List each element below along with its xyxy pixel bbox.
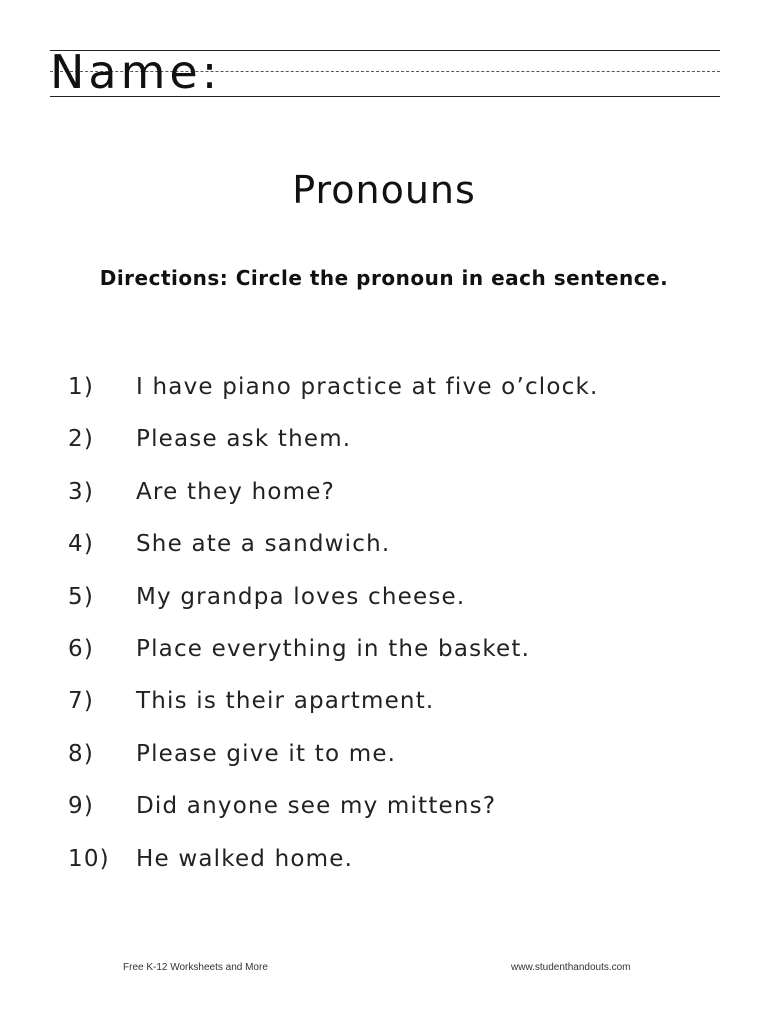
sentence-item (0, 688, 768, 740)
footer-website: www.studenthandouts.com (511, 962, 631, 973)
sentence-text: This is their apartment. (136, 688, 435, 715)
sentence-number: 7) (68, 688, 95, 715)
sentence-number: 6) (68, 635, 95, 662)
sentence-number: 8) (68, 740, 95, 767)
sentence-item (0, 846, 768, 898)
footer-tagline: Free K-12 Worksheets and More (123, 962, 268, 973)
worksheet-title: Pronouns (292, 168, 476, 212)
sentence-number: 2) (68, 426, 95, 453)
sentence-item (0, 426, 768, 478)
directions-text: Directions: Circle the pronoun in each sentence. (99, 266, 669, 290)
sentence-number: 9) (68, 793, 95, 820)
sentence-number: 5) (68, 583, 95, 610)
sentence-number: 1) (68, 374, 95, 400)
sentence-item (0, 374, 768, 426)
name-writing-line (50, 45, 720, 99)
sentence-number: 4) (68, 531, 95, 558)
sentence-text: My grandpa loves cheese. (136, 583, 466, 610)
sentence-text: Are they home? (136, 478, 336, 505)
sentence-text: She ate a sandwich. (136, 531, 391, 558)
sentence-item (0, 531, 768, 583)
sentence-text: Please give it to me. (136, 740, 397, 767)
sentence-text: I have piano practice at five o’clock. (136, 374, 599, 400)
sentence-list (0, 374, 768, 898)
sentence-number: 10) (68, 845, 110, 872)
name-label: Name: (50, 45, 222, 99)
sentence-text: Did anyone see my mittens? (136, 793, 497, 820)
sentence-item (0, 636, 768, 688)
sentence-item (0, 741, 768, 793)
sentence-text: Place everything in the basket. (136, 635, 531, 662)
sentence-text: He walked home. (136, 845, 354, 872)
sentence-text: Please ask them. (136, 426, 352, 453)
sentence-number: 3) (68, 478, 95, 505)
sentence-item (0, 793, 768, 845)
sentence-item (0, 479, 768, 531)
sentence-item (0, 584, 768, 636)
